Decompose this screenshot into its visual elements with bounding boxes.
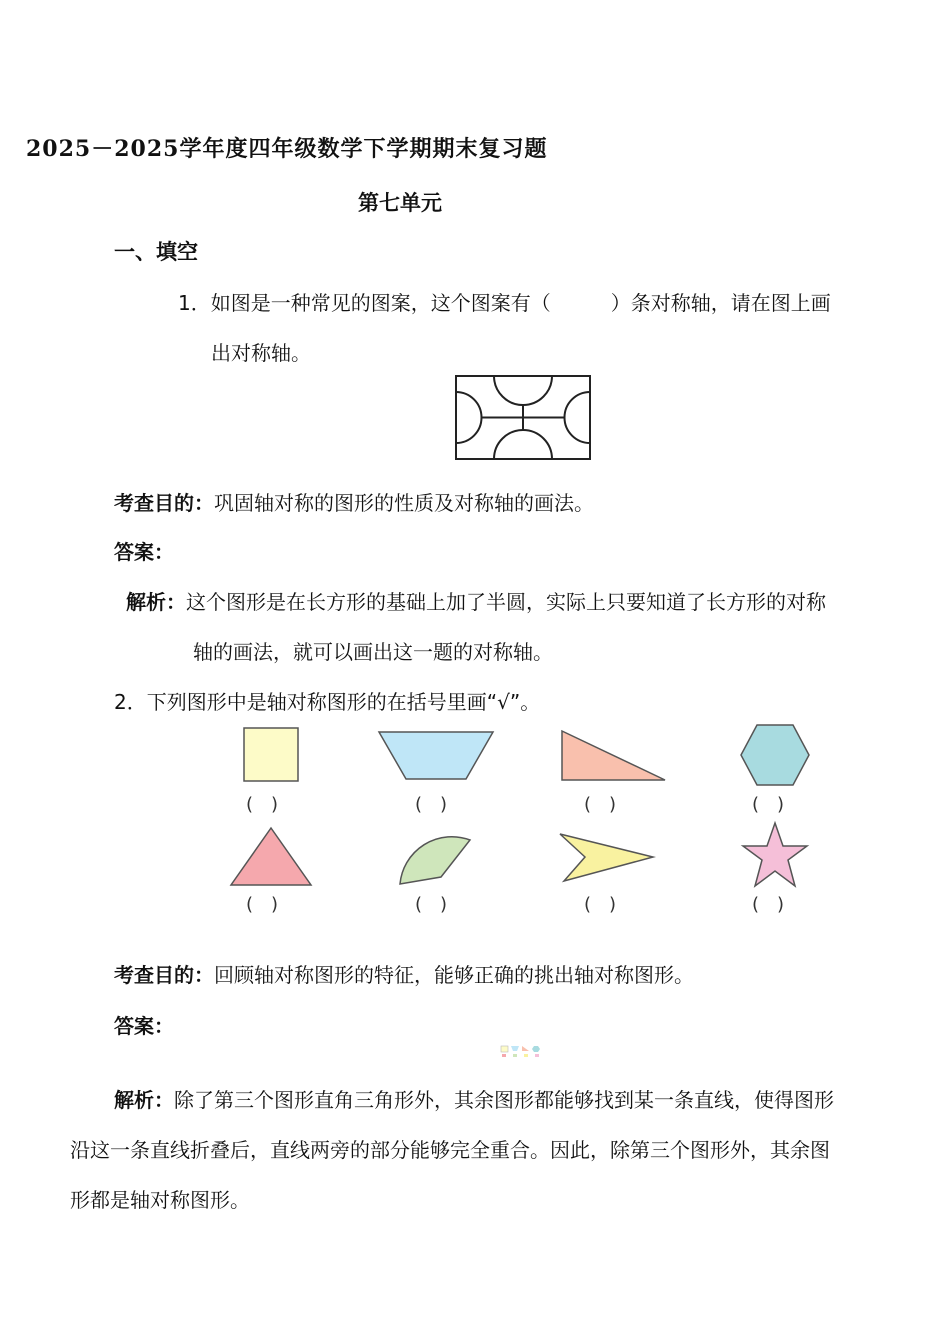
q1-answer-label: 答案： [114, 540, 174, 564]
q1-analysis-label: 解析： [126, 590, 186, 614]
shape-triangle-answer-paren: ( ) [246, 894, 279, 915]
document-title: 2025－2025学年度四年级数学下学期期末复习题 [26, 136, 548, 162]
q1-purpose-label: 考查目的： [114, 491, 214, 515]
shape-right-triangle-answer-paren: ( ) [584, 794, 617, 815]
q2-answer-label: 答案： [114, 1014, 174, 1038]
q2-analysis-line3: 形都是轴对称图形。 [70, 1188, 250, 1212]
q1-analysis-line2: 轴的画法，就可以画出这一题的对称轴。 [193, 640, 553, 664]
question-1-line2: 出对称轴。 [211, 341, 311, 365]
shape-star [741, 822, 809, 888]
shape-arrow-quadrilateral [559, 833, 655, 883]
section-heading-fill-blank: 一、填空 [114, 240, 198, 264]
shape-trapezoid-answer-paren: ( ) [415, 794, 448, 815]
q2-purpose-label: 考查目的： [114, 963, 214, 987]
shape-right-triangle [561, 730, 667, 782]
shape-square-answer-paren: ( ) [246, 794, 279, 815]
unit-title: 第七单元 [358, 191, 442, 215]
question-2-text: 2．下列图形中是轴对称图形的在括号里画“√”。 [114, 690, 541, 714]
answer-thumbnail-image [500, 1044, 544, 1058]
q1-analysis-line1: 这个图形是在长方形的基础上加了半圆，实际上只要知道了长方形的对称 [186, 590, 826, 614]
question-1-pattern-figure [455, 375, 591, 460]
q2-analysis-line2: 沿这一条直线折叠后，直线两旁的部分能够完全重合。因此，除第三个图形外，其余图 [70, 1138, 830, 1162]
q2-analysis-label: 解析： [114, 1088, 174, 1112]
q1-purpose-text: 巩固轴对称的图形的性质及对称轴的画法。 [214, 491, 594, 515]
shape-star-answer-paren: ( ) [752, 894, 785, 915]
shape-fan-sector [398, 830, 472, 886]
question-1-line1: 1．如图是一种常见的图案，这个图案有（ ）条对称轴，请在图上画 [178, 291, 831, 315]
shape-hexagon-answer-paren: ( ) [752, 794, 785, 815]
shape-arrow-answer-paren: ( ) [584, 894, 617, 915]
shape-trapezoid [378, 731, 494, 781]
shape-fan-sector-answer-paren: ( ) [415, 894, 448, 915]
q2-analysis-line1: 除了第三个图形直角三角形外，其余图形都能够找到某一条直线，使得图形 [174, 1088, 834, 1112]
q2-purpose-text: 回顾轴对称图形的特征，能够正确的挑出轴对称图形。 [214, 963, 694, 987]
shape-triangle [230, 827, 312, 887]
shape-square [243, 727, 299, 782]
shape-hexagon [740, 724, 810, 786]
